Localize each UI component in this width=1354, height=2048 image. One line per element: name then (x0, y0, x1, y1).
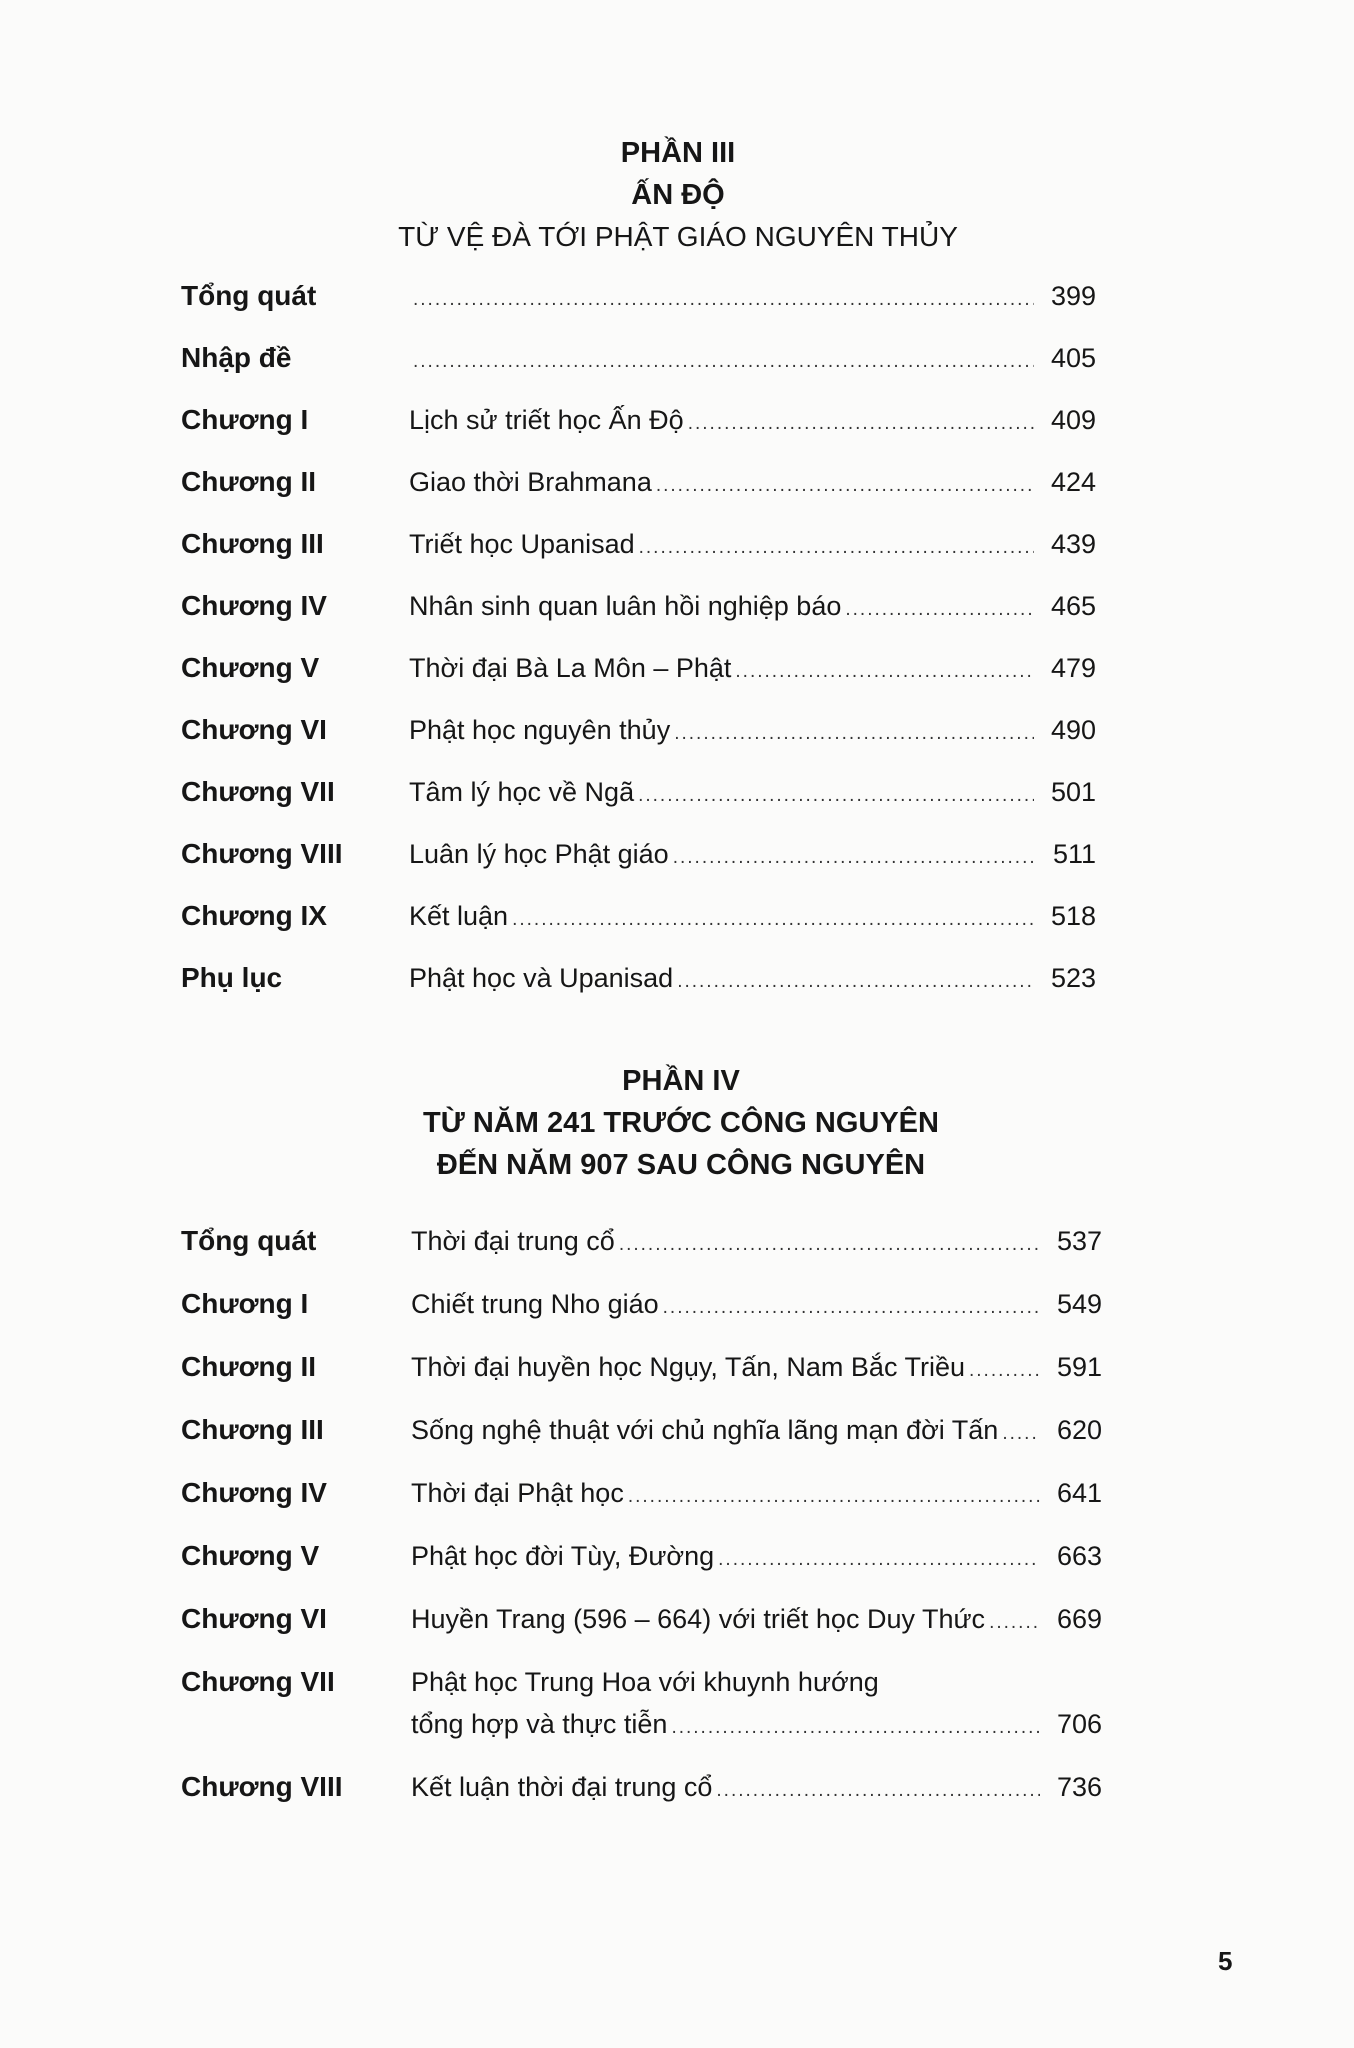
toc-title-line-2: tổng hợp và thực tiễn (411, 1709, 668, 1739)
toc-row (0, 1347, 1354, 1387)
toc-page-number: 511 (1052, 839, 1096, 869)
toc-page-number: 736 (1056, 1772, 1102, 1802)
toc-page-number: 537 (1056, 1226, 1102, 1256)
toc-page-number: 549 (1056, 1289, 1102, 1319)
toc-title: Phật học và Upanisad (409, 963, 674, 993)
dot-leader (628, 1477, 1040, 1517)
dot-leader (718, 1540, 1040, 1580)
toc-row (0, 1536, 1354, 1576)
toc-entry[interactable] (409, 462, 1096, 502)
toc-label: Chương IV (181, 590, 327, 621)
toc-row (0, 586, 1354, 626)
toc-page-number: 479 (1050, 653, 1096, 683)
toc-title: Sống nghệ thuật với chủ nghĩa lãng mạn đời Tấn (411, 1415, 999, 1445)
toc-row (0, 1662, 1354, 1746)
dot-leader (845, 590, 1034, 630)
toc-title-line-2-row (411, 1704, 1102, 1748)
toc-title: Nhân sinh quan luân hồi nghiệp báo (409, 591, 842, 621)
toc-row (0, 1767, 1354, 1807)
toc-label: Phụ lục (181, 962, 283, 993)
dot-leader (677, 962, 1034, 1002)
page-number: 5 (1218, 1946, 1233, 1976)
dot-leader (639, 528, 1034, 568)
dot-leader (688, 404, 1034, 444)
toc-row (0, 524, 1354, 564)
toc-label: Chương VI (181, 714, 327, 745)
toc-row (0, 1221, 1354, 1261)
toc-entry[interactable] (411, 1221, 1102, 1261)
toc-page-number: 620 (1056, 1415, 1102, 1445)
toc-label: Chương VII (181, 1666, 335, 1697)
toc-entry[interactable] (409, 524, 1096, 564)
toc-title: Thời đại Phật học (411, 1478, 624, 1508)
part-3-country: ẤN ĐỘ (631, 179, 725, 211)
toc-entry[interactable] (409, 648, 1096, 688)
part-3-subtitle: TỪ VỆ ĐÀ TỚI PHẬT GIÁO NGUYÊN THỦY (398, 221, 958, 252)
dot-leader (674, 714, 1034, 754)
toc-row (0, 896, 1354, 936)
toc-title: Thời đại trung cổ (411, 1226, 615, 1256)
toc-row (0, 1599, 1354, 1639)
toc-label: Chương II (181, 466, 317, 497)
dot-leader (413, 280, 1034, 320)
toc-page-number: 490 (1050, 715, 1096, 745)
toc-label: Chương I (181, 404, 309, 435)
part-4-title-line-2: ĐẾN NĂM 907 SAU CÔNG NGUYÊN (436, 1149, 926, 1181)
dot-leader (656, 466, 1034, 506)
toc-page-number: 501 (1050, 777, 1096, 807)
toc-title: Phật học nguyên thủy (409, 715, 671, 745)
toc-entry[interactable] (409, 586, 1096, 626)
toc-entry[interactable] (411, 1284, 1102, 1324)
toc-row (0, 338, 1354, 378)
toc-label: Tổng quát (181, 1225, 317, 1256)
toc-page-number: 591 (1056, 1352, 1102, 1382)
toc-label: Chương V (181, 1540, 320, 1571)
toc-page-number: 523 (1050, 963, 1096, 993)
toc-entry[interactable] (411, 1767, 1102, 1807)
toc-row (0, 710, 1354, 750)
dot-leader (735, 652, 1034, 692)
toc-row (0, 276, 1354, 316)
dot-leader (989, 1603, 1040, 1643)
toc-entry[interactable] (409, 834, 1096, 874)
toc-label: Chương VI (181, 1603, 327, 1634)
toc-label: Chương VIII (181, 838, 343, 869)
toc-label: Chương VII (181, 776, 335, 807)
toc-row (0, 400, 1354, 440)
toc-title: Luân lý học Phật giáo (409, 839, 669, 869)
toc-entry[interactable] (409, 400, 1096, 440)
toc-page-number: 424 (1050, 467, 1096, 497)
toc-page-number: 439 (1050, 529, 1096, 559)
toc-row (0, 648, 1354, 688)
toc-page-number: 641 (1056, 1478, 1102, 1508)
toc-title: Giao thời Brahmana (409, 467, 652, 497)
dot-leader (619, 1225, 1040, 1265)
dot-leader (671, 1708, 1040, 1748)
toc-label: Chương I (181, 1288, 309, 1319)
toc-page-number: 669 (1056, 1604, 1102, 1634)
toc-page-number: 409 (1050, 405, 1096, 435)
toc-label: Chương VIII (181, 1771, 343, 1802)
toc-entry[interactable] (411, 1410, 1102, 1450)
toc-entry[interactable] (409, 338, 1096, 378)
toc-page-number: 518 (1050, 901, 1096, 931)
toc-title: Thời đại huyền học Ngụy, Tấn, Nam Bắc Triều (411, 1352, 965, 1382)
toc-title: Huyền Trang (596 – 664) với triết học Duy Thức (411, 1604, 986, 1634)
toc-entry[interactable] (409, 958, 1096, 998)
toc-entry[interactable] (411, 1662, 1102, 1746)
dot-leader (663, 1288, 1040, 1328)
dot-leader (716, 1771, 1040, 1811)
toc-label: Chương IX (181, 900, 327, 931)
toc-row (0, 834, 1354, 874)
toc-page-number: 465 (1050, 591, 1096, 621)
toc-entry[interactable] (409, 896, 1096, 936)
toc-label: Tổng quát (181, 280, 317, 311)
part-3-heading (0, 132, 1354, 258)
toc-row (0, 772, 1354, 812)
toc-title: Kết luận thời đại trung cổ (411, 1772, 713, 1802)
toc-row (0, 462, 1354, 502)
toc-title: Kết luận (409, 901, 509, 931)
toc-title: Chiết trung Nho giáo (411, 1289, 659, 1319)
dot-leader (673, 838, 1034, 878)
toc-title-line-1: Phật học Trung Hoa với khuynh hướng (411, 1667, 879, 1697)
toc-page-number: 399 (1050, 281, 1096, 311)
toc-entry[interactable] (411, 1599, 1102, 1639)
part-4-heading (0, 1060, 1354, 1186)
dot-leader (1002, 1414, 1040, 1454)
toc-label: Chương IV (181, 1477, 327, 1508)
part-4-label: PHẦN IV (622, 1065, 740, 1097)
toc-row (0, 1410, 1354, 1450)
toc-title: Phật học đời Tùy, Đường (411, 1541, 715, 1571)
toc-row (0, 1284, 1354, 1324)
toc-page-number: 663 (1056, 1541, 1102, 1571)
dot-leader (969, 1351, 1040, 1391)
toc-title: Lịch sử triết học Ấn Độ (409, 405, 684, 435)
dot-leader (512, 900, 1034, 940)
dot-leader (638, 776, 1034, 816)
toc-page-number: 706 (1056, 1709, 1102, 1739)
toc-entry[interactable] (411, 1473, 1102, 1513)
toc-title: Tâm lý học về Ngã (409, 777, 635, 807)
part-4-title-line-1: TỪ NĂM 241 TRƯỚC CÔNG NGUYÊN (423, 1107, 939, 1139)
toc-label: Chương II (181, 1351, 317, 1382)
toc-label: Chương V (181, 652, 320, 683)
toc-title: Thời đại Bà La Môn – Phật (409, 653, 732, 683)
toc-row (0, 1473, 1354, 1513)
toc-label: Chương III (181, 1414, 324, 1445)
toc-entry[interactable] (409, 710, 1096, 750)
toc-entry[interactable] (409, 276, 1096, 316)
part-3-label: PHẦN III (620, 137, 736, 169)
dot-leader (413, 342, 1034, 382)
toc-row (0, 958, 1354, 998)
toc-label: Chương III (181, 528, 324, 559)
toc-label: Nhập đề (181, 342, 292, 373)
toc-entry[interactable] (409, 772, 1096, 812)
toc-title: Triết học Upanisad (409, 529, 635, 559)
toc-page-number: 405 (1050, 343, 1096, 373)
toc-entry[interactable] (411, 1347, 1102, 1387)
toc-entry[interactable] (411, 1536, 1102, 1576)
